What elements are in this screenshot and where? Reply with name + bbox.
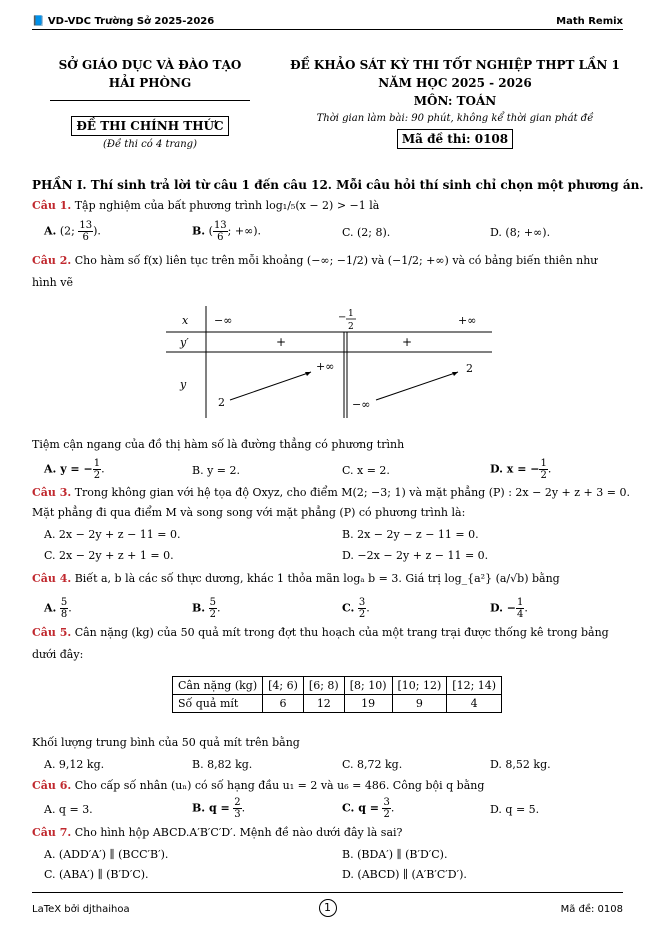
bbt-y-two-left: 2 xyxy=(218,396,225,409)
bbt-y: y xyxy=(180,378,187,391)
q2-option-b[interactable]: B. y = 2. xyxy=(192,464,240,477)
q5-option-a[interactable]: A. 9,12 kg. xyxy=(44,758,105,771)
q6-option-d[interactable]: D. q = 5. xyxy=(490,803,540,816)
exam-code: Mã đề thi: 0108 xyxy=(397,129,513,149)
q4-option-a[interactable]: A. $\frac{5}{8}$ . xyxy=(44,597,72,620)
bbt-x: x xyxy=(182,314,189,327)
q2-stem-cont: hình vẽ xyxy=(32,276,73,289)
exam-title-block xyxy=(275,56,635,149)
exam-subject: MÔN: TOÁN xyxy=(413,94,497,108)
bbt-asym-num: 1 xyxy=(348,309,354,319)
table-cell: 12 xyxy=(303,695,344,713)
q2-option-a[interactable]: A. y = − $\frac{1}{2}$ . xyxy=(44,458,105,481)
table-cell: Số quả mít xyxy=(173,695,263,713)
table-cell: 4 xyxy=(447,695,502,713)
q5-stem: Câu 5. Cân nặng (kg) của 50 quả mít trong đợt thu hoạch của một trang trại được thống kê trong bảng xyxy=(32,626,609,639)
table-cell: 6 xyxy=(263,695,304,713)
exam-title: ĐỀ KHẢO SÁT KỲ THI TỐT NGHIỆP THPT LẦN 1 xyxy=(290,58,620,72)
bbt-plus-1: + xyxy=(276,335,287,349)
official-label: ĐỀ THI CHÍNH THỨC xyxy=(71,116,228,136)
q5-option-d[interactable]: D. 8,52 kg. xyxy=(490,758,551,771)
bbt-minf: −∞ xyxy=(214,314,233,327)
dept-block xyxy=(40,56,260,92)
bbt-y-pinf: +∞ xyxy=(316,360,335,373)
q5-option-c[interactable]: C. 8,72 kg. xyxy=(342,758,403,771)
q4-option-b[interactable]: B. $\frac{5}{2}$ . xyxy=(192,597,221,620)
table-cell: Cân nặng (kg) xyxy=(173,677,263,695)
q4-stem: Câu 4. Biết a, b là các số thực dương, khác 1 thỏa mãn logₐ b = 3. Giá trị log_{a²} (a/√b) bằng xyxy=(32,572,560,585)
q7-stem: Câu 7. Cho hình hộp ABCD.A′B′C′D′. Mệnh đề nào dưới đây là sai? xyxy=(32,826,403,839)
table-cell: [10; 12) xyxy=(392,677,447,695)
q7-option-c[interactable]: C. (ABA′) ∥ (B′D′C). xyxy=(44,868,149,881)
dept-city: HẢI PHÒNG xyxy=(108,76,192,90)
table-cell: [8; 10) xyxy=(344,677,392,695)
pages-note: (Đề thi có 4 trang) xyxy=(103,139,197,150)
q6-option-c[interactable]: C. q = $\frac{3}{2}$ . xyxy=(342,797,395,820)
page-footer xyxy=(32,892,623,920)
q2-question: Tiệm cận ngang của đồ thị hàm số là đường thẳng có phương trình xyxy=(32,438,405,451)
table-cell: 9 xyxy=(392,695,447,713)
header-left: 📘 VD-VDC Trường Sở 2025-2026 xyxy=(32,16,215,27)
q3-stem: Câu 3. Trong không gian với hệ tọa độ Oxyz, cho điểm M(2; −3; 1) và mặt phẳng (P) : 2x − 2y + z + 3 = 0. xyxy=(32,486,630,499)
official-block xyxy=(40,116,260,154)
divider xyxy=(50,100,250,101)
q2-option-d[interactable]: D. x = − $\frac{1}{2}$ . xyxy=(490,458,552,481)
q7-option-d[interactable]: D. (ABCD) ∥ (A′B′C′D′). xyxy=(342,868,467,881)
q6-stem: Câu 6. Cho cấp số nhân (uₙ) có số hạng đầu u₁ = 2 và u₆ = 486. Công bội q bằng xyxy=(32,779,485,792)
q3-stem-cont: Mặt phẳng đi qua điểm M và song song với mặt phẳng (P) có phương trình là: xyxy=(32,506,466,519)
table-header-row xyxy=(173,677,502,695)
exam-year: NĂM HỌC 2025 - 2026 xyxy=(378,76,532,90)
q1-stem: Câu 1. Tập nghiệm của bất phương trình log₁/₅(x − 2) > −1 là xyxy=(32,199,380,212)
page-number: 1 xyxy=(319,899,337,917)
header-right: Math Remix xyxy=(556,16,623,27)
q3-option-a[interactable]: A. 2x − 2y + z − 11 = 0. xyxy=(44,528,181,541)
bbt-y-two-right: 2 xyxy=(466,362,473,375)
bbt-asym-den: 2 xyxy=(348,322,354,332)
q1-option-a[interactable]: A. (2; $\frac{13}{6}$ ). xyxy=(44,220,101,243)
q1-option-c[interactable]: C. (2; 8). xyxy=(342,226,391,239)
q4-option-d[interactable]: D. − $\frac{1}{4}$ . xyxy=(490,597,528,620)
q2-option-c[interactable]: C. x = 2. xyxy=(342,464,390,477)
q2-stem: Câu 2. Cho hàm số f(x) liên tục trên mỗi khoảng (−∞; −1/2) và (−1/2; +∞) và có bảng biến thiên như xyxy=(32,254,598,267)
table-cell: [6; 8) xyxy=(303,677,344,695)
q6-option-b[interactable]: B. q = $\frac{2}{3}$ . xyxy=(192,797,246,820)
page-header xyxy=(32,14,623,30)
q7-option-b[interactable]: B. (BDA′) ∥ (B′D′C). xyxy=(342,848,448,861)
table-cell: [12; 14) xyxy=(447,677,502,695)
q3-option-b[interactable]: B. 2x − 2y − z − 11 = 0. xyxy=(342,528,479,541)
q4-option-c[interactable]: C. $\frac{3}{2}$ . xyxy=(342,597,370,620)
dept-name: SỞ GIÁO DỤC VÀ ĐÀO TẠO xyxy=(58,58,242,72)
bbt-asym-label: − xyxy=(338,312,347,323)
footer-code: Mã đề: 0108 xyxy=(560,904,623,915)
q5-option-b[interactable]: B. 8,82 kg. xyxy=(192,758,253,771)
bbt-yp: y′ xyxy=(180,336,189,349)
mango-table xyxy=(172,676,502,713)
table-cell: 19 xyxy=(344,695,392,713)
q5-question: Khối lượng trung bình của 50 quả mít trên bằng xyxy=(32,736,300,749)
bbt-pinf: +∞ xyxy=(458,314,477,327)
q7-option-a[interactable]: A. (ADD′A′) ∥ (BCC′B′). xyxy=(44,848,169,861)
variation-table xyxy=(166,306,492,418)
q1-option-d[interactable]: D. (8; +∞). xyxy=(490,226,551,239)
q5-stem-cont: dưới đây: xyxy=(32,648,84,661)
q6-option-a[interactable]: A. q = 3. xyxy=(44,803,93,816)
bbt-plus-2: + xyxy=(402,335,413,349)
q1-option-b[interactable]: B. ( $\frac{13}{6}$ ; +∞). xyxy=(192,220,262,243)
table-cell: [4; 6) xyxy=(263,677,304,695)
exam-time: Thời gian làm bài: 90 phút, không kể thời gian phát đề xyxy=(316,113,594,124)
footer-credit: LaTeX bởi djthaihoa xyxy=(32,904,130,915)
bbt-y-minf: −∞ xyxy=(352,398,371,411)
q3-option-c[interactable]: C. 2x − 2y + z + 1 = 0. xyxy=(44,549,174,562)
part-heading: PHẦN I. Thí sinh trả lời từ câu 1 đến câu 12. Mỗi câu hỏi thí sinh chỉ chọn một phương án. xyxy=(32,178,644,192)
q3-option-d[interactable]: D. −2x − 2y + z − 11 = 0. xyxy=(342,549,489,562)
table-row xyxy=(173,695,502,713)
